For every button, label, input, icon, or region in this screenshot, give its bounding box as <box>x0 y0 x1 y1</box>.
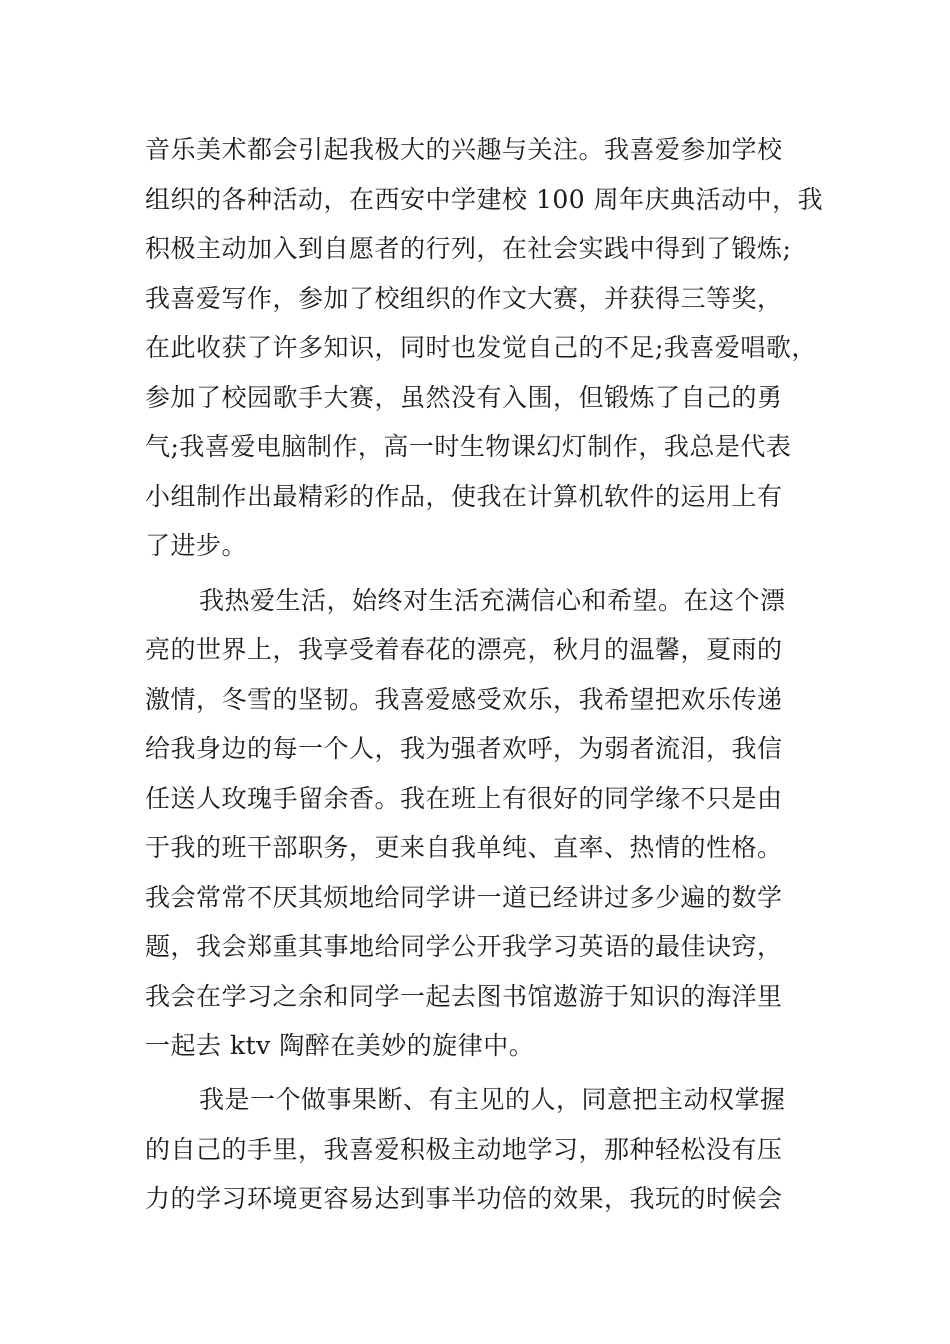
text-line: 在此收获了许多知识，同时也发觉自己的不足;我喜爱唱歌， <box>145 333 817 362</box>
text-line: 我喜爱写作，参加了校组织的作文大赛，并获得三等奖， <box>145 284 783 313</box>
text-line: 于我的班干部职务，更来自我单纯、直率、热情的性格。 <box>145 833 783 862</box>
text-line: 我会常常不厌其烦地给同学讲一道已经讲过多少遍的数学 <box>145 883 783 912</box>
text-line: 参加了校园歌手大赛，虽然没有入围，但锻炼了自己的勇 <box>145 383 783 412</box>
text-line: 题，我会郑重其事地给同学公开我学习英语的最佳诀窍， <box>145 932 783 961</box>
text-line: 亮的世界上，我享受着春花的漂亮，秋月的温馨，夏雨的 <box>145 635 783 664</box>
text-line: 音乐美术都会引起我极大的兴趣与关注。我喜爱参加学校 <box>145 135 783 164</box>
text-line: 的自己的手里，我喜爱积极主动地学习，那种轻松没有压 <box>145 1135 783 1164</box>
text-line: 小组制作出最精彩的作品，使我在计算机软件的运用上有 <box>145 482 783 511</box>
text-line: 气;我喜爱电脑制作，高一时生物课幻灯制作，我总是代表 <box>145 432 792 461</box>
text-line: 一起去 ktv 陶醉在美妙的旋律中。 <box>145 1031 535 1060</box>
text-line: 我是一个做事果断、有主见的人，同意把主动权掌握 <box>199 1085 786 1114</box>
text-line: 我热爱生活，始终对生活充满信心和希望。在这个漂 <box>199 586 786 615</box>
text-line: 给我身边的每一个人，我为强者欢呼，为弱者流泪，我信 <box>145 734 783 763</box>
text-line: 任送人玫瑰手留余香。我在班上有很好的同学缘不只是由 <box>145 784 783 813</box>
text-line: 我会在学习之余和同学一起去图书馆遨游于知识的海洋里 <box>145 982 783 1011</box>
text-line: 激情，冬雪的坚韧。我喜爱感受欢乐，我希望把欢乐传递 <box>145 685 783 714</box>
text-line: 积极主动加入到自愿者的行列，在社会实践中得到了锻炼; <box>145 234 792 263</box>
text-line: 力的学习环境更容易达到事半功倍的效果，我玩的时候会 <box>145 1184 783 1213</box>
text-line: 组织的各种活动，在西安中学建校 100 周年庆典活动中，我 <box>145 185 824 214</box>
text-line: 了进步。 <box>145 531 248 560</box>
